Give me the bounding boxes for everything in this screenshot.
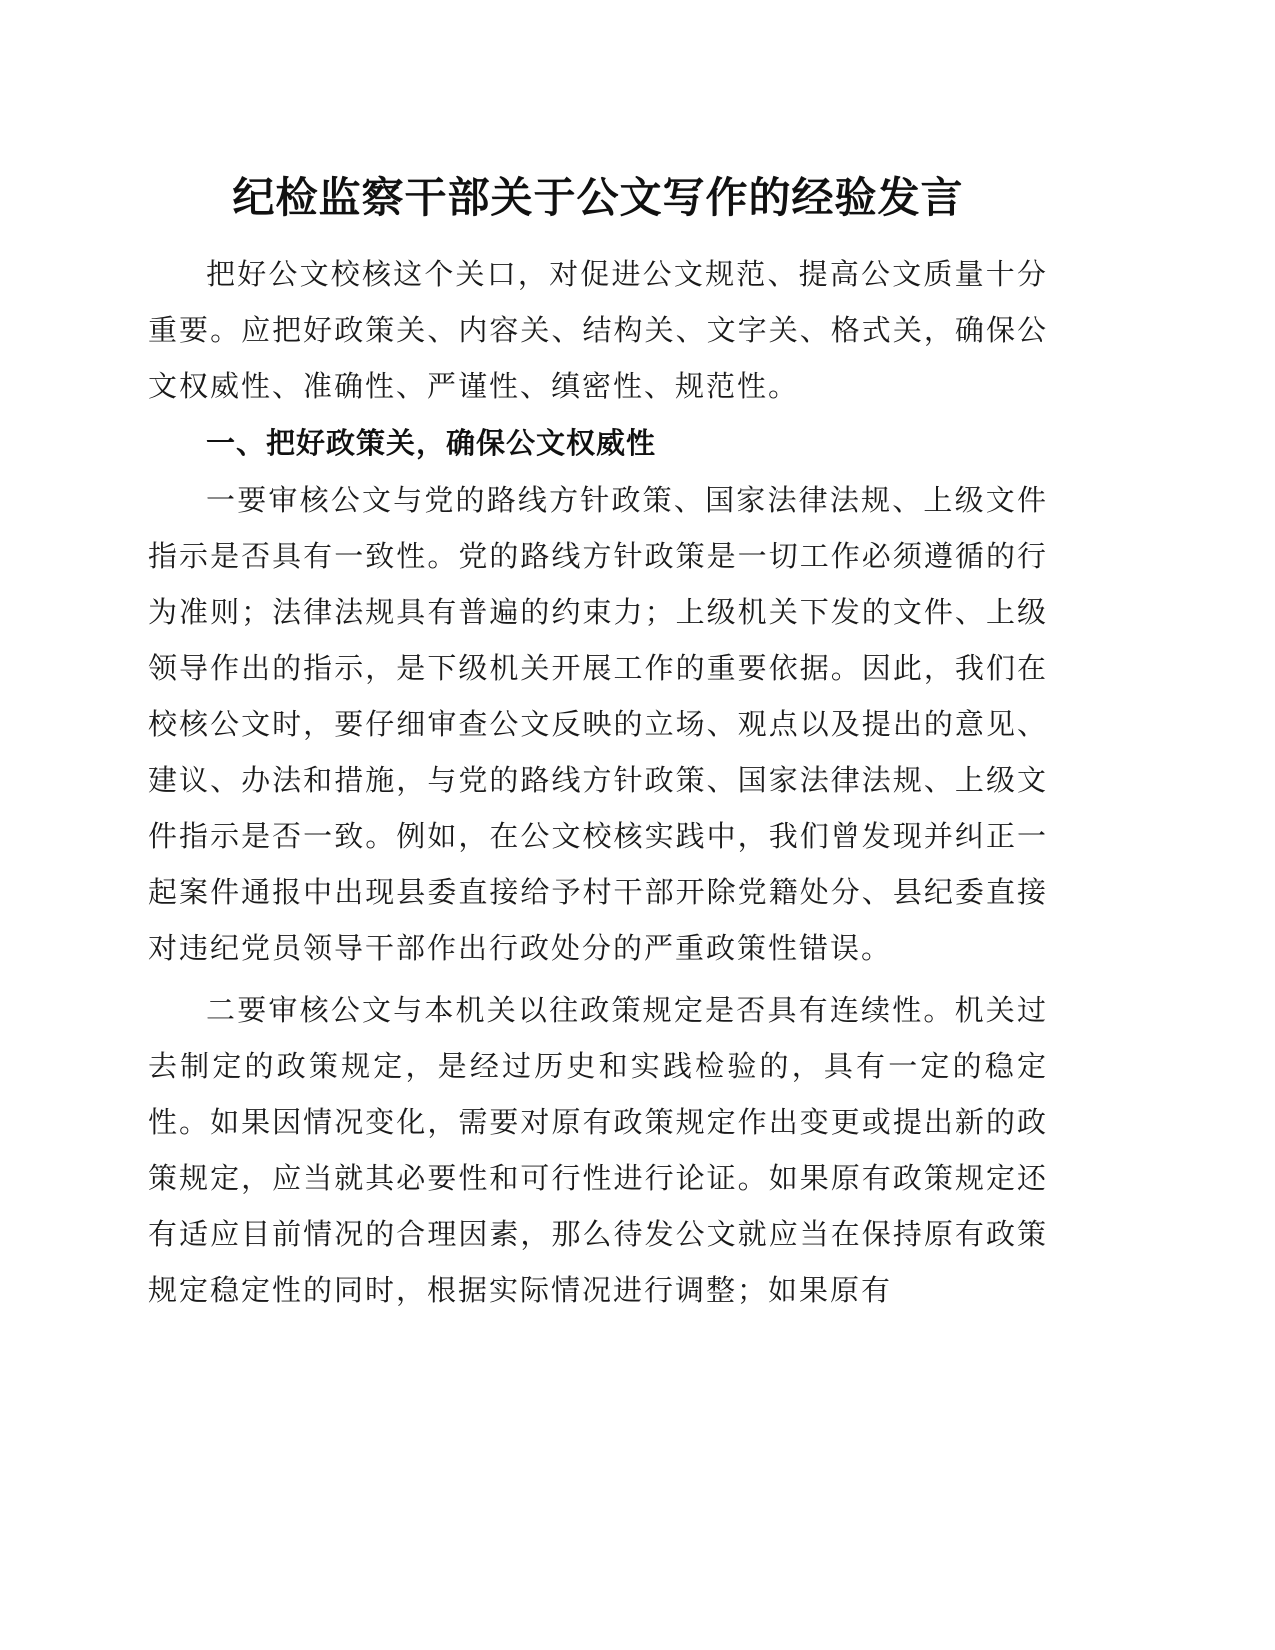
document-body <box>148 168 1048 1318</box>
intro-paragraph: 把好公文校核这个关口，对促进公文规范、提高公文质量十分重要。应把好政策关、内容关、结构关、文字关、格式关，确保公文权威性、准确性、严谨性、缜密性、规范性。 <box>148 257 1048 403</box>
section-1-paragraph-2: 二要审核公文与本机关以往政策规定是否具有连续性。机关过去制定的政策规定，是经过历史和实践检验的，具有一定的稳定性。如果因情况变化，需要对原有政策规定作出变更或提出新的政策规定，应当就其必要性和可行性进行论证。如果原有政策规定还有适应目前情况的合理因素，那么待发公文就应当在保持原有政策规定稳定性的同时，根据实际情况进行调整；如果原有 <box>148 993 1048 1307</box>
section-heading-policy: 一、把好政策关，确保公文权威性 <box>206 426 657 460</box>
document-title: 纪检监察干部关于公文写作的经验发言 <box>232 173 964 222</box>
section-1-paragraph-1: 一要审核公文与党的路线方针政策、国家法律法规、上级文件指示是否具有一致性。党的路线方针政策是一切工作必须遵循的行为准则；法律法规具有普遍的约束力；上级机关下发的文件、上级领导作出的指示，是下级机关开展工作的重要依据。因此，我们在校核公文时，要仔细审查公文反映的立场、观点以及提出的意见、建议、办法和措施，与党的路线方针政策、国家法律法规、上级文件指示是否一致。例如，在公文校核实践中，我们曾发现并纠正一起案件通报中出现县委直接给予村干部开除党籍处分、县纪委直接对违纪党员领导干部作出行政处分的严重政策性错误。 <box>148 483 1048 965</box>
